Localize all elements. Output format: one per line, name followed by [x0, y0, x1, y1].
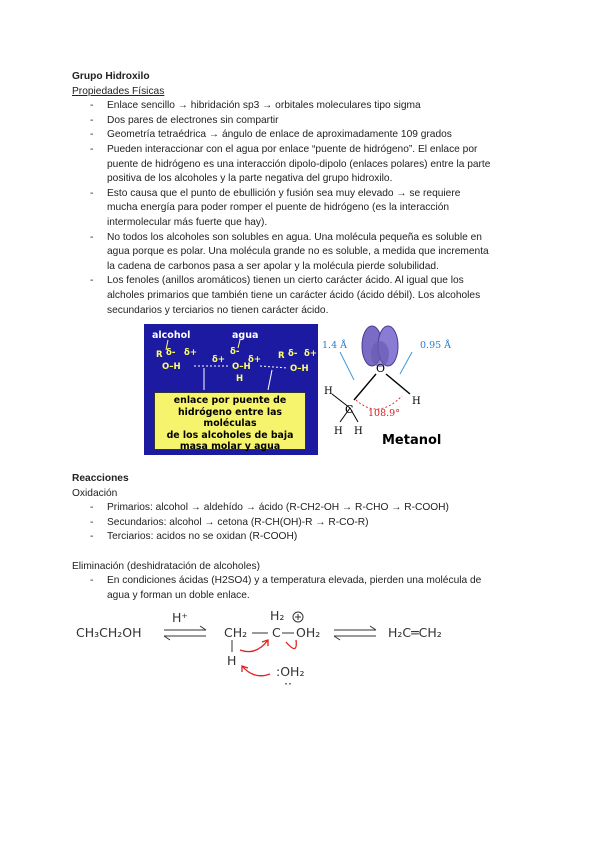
methanol-label: Metanol: [382, 433, 442, 448]
hydrogen-bond-caption-box: enlace por puente de hidrógeno entre las moléculas de los alcoholes de baja masa molar y agua: [154, 392, 306, 450]
document-page: [72, 70, 532, 318]
svg-text:δ-: δ-: [288, 349, 298, 359]
svg-text:δ+: δ+: [304, 349, 317, 359]
reactant-ethanol: CH₃CH₂OH: [76, 625, 142, 640]
svg-text:O–H: O–H: [290, 364, 309, 374]
hydrogen-bond-illustration: [144, 324, 318, 455]
svg-text:δ+: δ+: [248, 355, 261, 365]
svg-text:H: H: [334, 426, 343, 436]
propiedades-list: [72, 99, 532, 318]
intermediate-h: H: [227, 653, 237, 668]
svg-text:R: R: [156, 350, 163, 360]
dehydration-scheme: [72, 610, 472, 690]
svg-text:O–H: O–H: [162, 362, 181, 372]
list-item: - Enlace sencillo → hibridación sp3 → orbitales moleculares tipo sigma: [72, 99, 532, 114]
figure-hydrogen-bond: [144, 324, 464, 456]
catalyst-h-plus: H⁺: [172, 610, 188, 625]
alcohol-label: alcohol: [152, 330, 191, 341]
list-item: - En condiciones ácidas (H2SO4) y a temperatura elevada, pierden una molécula de agua y forman un doble enlace.: [72, 574, 532, 603]
list-item: - Esto causa que el punto de ebullición y fusión sea muy elevado → se requiere mucha energía para poder romper el puente de hidrógeno (es la interacción intermolecular más fuerte que hay).: [72, 187, 532, 231]
agua-label: agua: [232, 330, 259, 341]
subsection-eliminacion: Eliminación (deshidratación de alcoholes): [72, 560, 261, 572]
svg-text:H: H: [412, 396, 421, 407]
svg-text:H: H: [324, 386, 333, 397]
figure-dehydration-mechanism: [72, 610, 472, 690]
list-item: - Secundarios: alcohol → cetona (R-CH(OH)-R → R-CO-R): [72, 516, 532, 531]
methanol-illustration: [320, 324, 464, 455]
svg-text:δ-: δ-: [230, 347, 240, 357]
intermediate-oh2: OH₂: [296, 625, 321, 640]
subsection-propiedades: Propiedades Físicas: [72, 85, 165, 97]
bond-angle: 108.9°: [368, 408, 400, 419]
subsection-oxidacion: Oxidación: [72, 487, 118, 499]
svg-text:H: H: [354, 426, 363, 436]
list-item: - Dos pares de electrones sin compartir: [72, 114, 532, 129]
hydrogen-bond-diagram: [144, 324, 318, 394]
svg-text:δ-: δ-: [166, 348, 176, 358]
intermediate-ch2: CH₂: [224, 625, 248, 640]
svg-text:O: O: [376, 362, 386, 375]
bond-length-co: 1.4 Å: [322, 340, 347, 351]
reacciones-section: [72, 472, 532, 603]
svg-text:δ+: δ+: [212, 355, 225, 365]
svg-text:··: ··: [284, 676, 292, 690]
product-ethylene: H₂C═CH₂: [388, 625, 442, 640]
list-item: - Terciarios: acidos no se oxidan (R-COOH): [72, 530, 532, 545]
methanol-diagram: [320, 324, 464, 436]
svg-text:O–H: O–H: [232, 362, 251, 372]
svg-text:H: H: [236, 374, 244, 384]
svg-text:δ+: δ+: [184, 348, 197, 358]
svg-text:R: R: [278, 351, 285, 361]
eliminacion-list: [72, 574, 532, 603]
svg-text:C: C: [345, 403, 354, 416]
list-item: - No todos los alcoholes son solubles en agua. Una molécula pequeña es soluble en agua porque es polar. Una molécula grande no es soluble, a medida que incrementa la cadena de carbonos pasa a ser apolar y la molécula pierde solubilidad.: [72, 231, 532, 275]
intermediate-c: C: [272, 625, 281, 640]
section-title-reacciones: Reacciones: [72, 473, 129, 484]
list-item: - Los fenoles (anillos aromáticos) tienen un cierto carácter ácido. Al igual que los alcholes primarios que también tiene un carácter ácido (ácido débil). Los alcoholes secundarios y terciarios no tienen carácter ácido.: [72, 274, 532, 318]
intermediate-h2: H₂: [270, 610, 285, 623]
oxidacion-list: [72, 501, 532, 545]
section-title-hidroxilo: Grupo Hidroxilo: [72, 71, 150, 82]
bond-length-oh: 0.95 Å: [420, 340, 452, 351]
water-molecule: :OH₂: [276, 664, 305, 679]
list-item: - Pueden interaccionar con el agua por enlace “puente de hidrógeno”. El enlace por puente de hidrógeno es una interacción dipolo-dipolo (enlaces polares) entre la parte positiva de los alcoholes y la parte negativa del grupo hidroxilo.: [72, 143, 532, 187]
list-item: - Geometría tetraédrica → ángulo de enlace de aproximadamente 109 grados: [72, 128, 532, 143]
list-item: - Primarios: alcohol → aldehído → ácido (R-CH2-OH → R-CHO → R-COOH): [72, 501, 532, 516]
